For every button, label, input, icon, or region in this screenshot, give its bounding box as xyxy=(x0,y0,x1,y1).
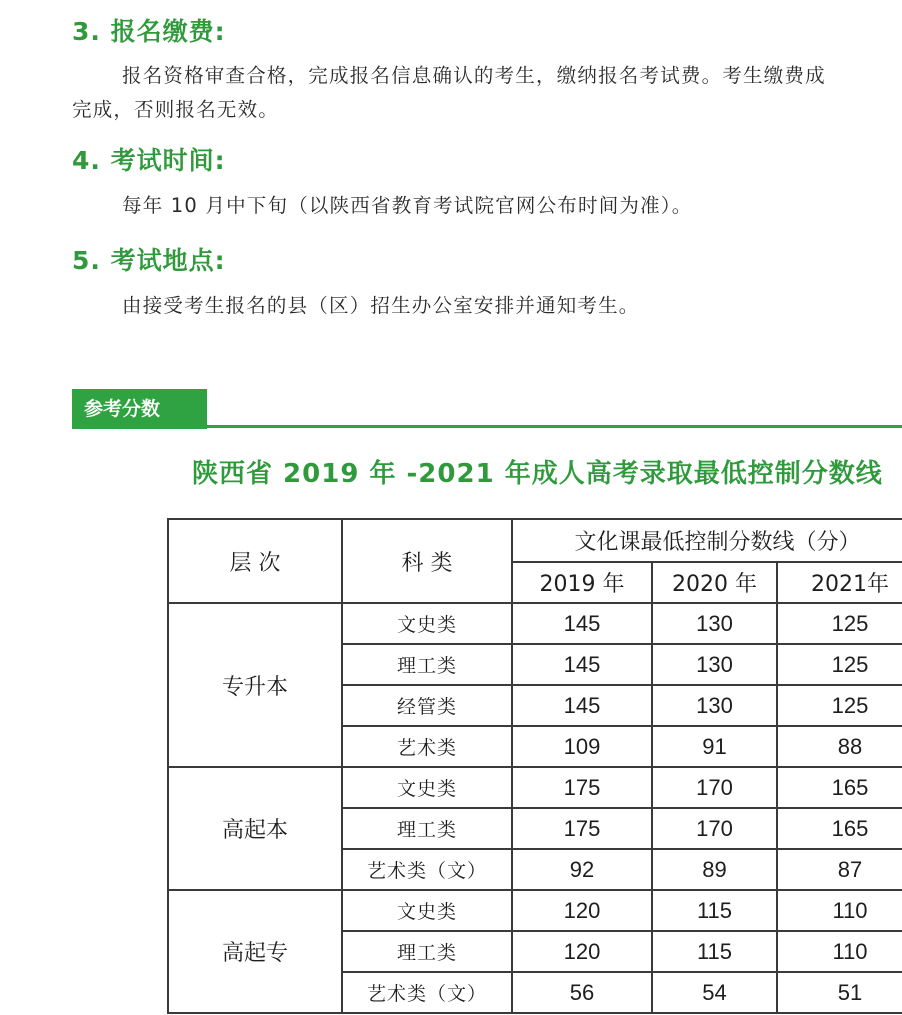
section-text-location: 由接受考生报名的县（区）招生办公室安排并通知考生。 xyxy=(122,294,640,317)
tag-divider-line xyxy=(200,425,902,428)
level-cell: 高起专 xyxy=(168,890,342,1013)
score-cell: 170 xyxy=(652,808,777,849)
score-cell: 125 xyxy=(777,685,902,726)
table-row xyxy=(168,890,902,931)
subject-cell: 文史类 xyxy=(342,767,512,808)
score-cell: 120 xyxy=(512,890,652,931)
subject-cell: 经管类 xyxy=(342,685,512,726)
score-cell: 109 xyxy=(512,726,652,767)
score-cell: 145 xyxy=(512,603,652,644)
score-table xyxy=(167,518,902,1014)
table-title: 陕西省 2019 年 -2021 年成人高考录取最低控制分数线 xyxy=(192,459,883,489)
score-cell: 91 xyxy=(652,726,777,767)
score-cell: 165 xyxy=(777,808,902,849)
score-cell: 87 xyxy=(777,849,902,890)
section-text-fee-line1: 报名资格审查合格，完成报名信息确认的考生，缴纳报名考试费。考生缴费成 xyxy=(122,64,826,87)
score-cell: 125 xyxy=(777,644,902,685)
score-cell: 110 xyxy=(777,931,902,972)
header-year-2019: 2019 年 xyxy=(512,562,652,603)
score-cell: 130 xyxy=(652,685,777,726)
score-cell: 125 xyxy=(777,603,902,644)
section-heading-fee: 3. 报名缴费: xyxy=(72,17,226,46)
subject-cell: 艺术类（文） xyxy=(342,972,512,1013)
score-cell: 54 xyxy=(652,972,777,1013)
subject-cell: 文史类 xyxy=(342,603,512,644)
header-year-2021: 2021年 xyxy=(777,562,902,603)
subject-cell: 艺术类（文） xyxy=(342,849,512,890)
section-heading-location: 5. 考试地点: xyxy=(72,246,226,275)
score-cell: 120 xyxy=(512,931,652,972)
section-heading-time: 4. 考试时间: xyxy=(72,146,226,175)
header-subject: 科 类 xyxy=(342,519,512,603)
table-row xyxy=(168,767,902,808)
subject-cell: 理工类 xyxy=(342,644,512,685)
subject-cell: 理工类 xyxy=(342,931,512,972)
score-cell: 175 xyxy=(512,808,652,849)
header-level: 层 次 xyxy=(168,519,342,603)
reference-scores-tag: 参考分数 xyxy=(72,389,207,429)
score-cell: 115 xyxy=(652,931,777,972)
score-cell: 89 xyxy=(652,849,777,890)
section-text-time: 每年 10 月中下旬（以陕西省教育考试院官网公布时间为准）。 xyxy=(122,194,693,217)
score-cell: 145 xyxy=(512,685,652,726)
subject-cell: 文史类 xyxy=(342,890,512,931)
level-cell: 高起本 xyxy=(168,767,342,890)
score-cell: 115 xyxy=(652,890,777,931)
table-row xyxy=(168,603,902,644)
score-cell: 92 xyxy=(512,849,652,890)
subject-cell: 艺术类 xyxy=(342,726,512,767)
subject-cell: 理工类 xyxy=(342,808,512,849)
section-text-fee-line2: 完成，否则报名无效。 xyxy=(72,98,280,121)
score-cell: 145 xyxy=(512,644,652,685)
score-cell: 165 xyxy=(777,767,902,808)
score-cell: 170 xyxy=(652,767,777,808)
score-cell: 51 xyxy=(777,972,902,1013)
header-score-group: 文化课最低控制分数线（分） xyxy=(512,519,902,562)
level-cell: 专升本 xyxy=(168,603,342,767)
score-cell: 88 xyxy=(777,726,902,767)
score-cell: 110 xyxy=(777,890,902,931)
score-cell: 175 xyxy=(512,767,652,808)
score-cell: 130 xyxy=(652,644,777,685)
score-cell: 56 xyxy=(512,972,652,1013)
score-cell: 130 xyxy=(652,603,777,644)
header-year-2020: 2020 年 xyxy=(652,562,777,603)
